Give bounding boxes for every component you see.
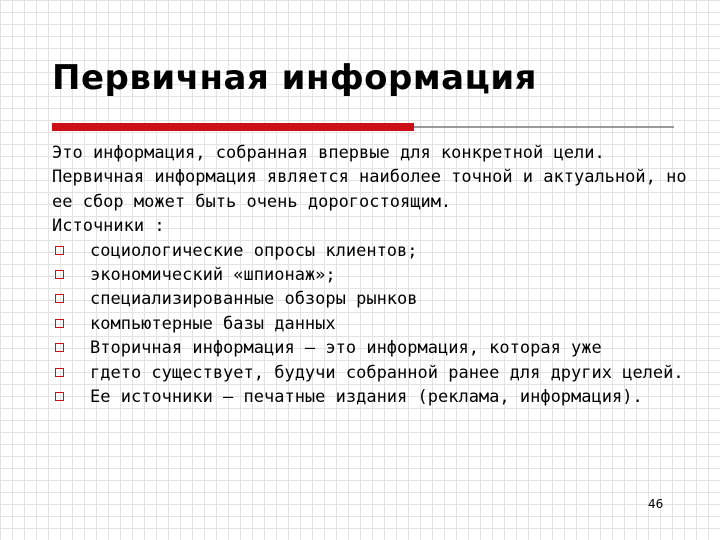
list-item [52, 239, 692, 263]
bullet-list [52, 239, 692, 410]
hollow-square-icon [55, 294, 64, 303]
list-item-text: социологические опросы клиентов; [90, 240, 418, 261]
list-item [52, 287, 692, 311]
hollow-square-icon [55, 392, 64, 401]
list-item-text: компьютерные базы данных [90, 313, 336, 334]
title-accent-bar [52, 123, 414, 131]
list-item-text: Ее источники – печатные издания (реклама, информация). [90, 387, 643, 408]
list-item-text: экономический «шпионаж»; [90, 265, 336, 286]
page-number: 46 [648, 497, 664, 511]
hollow-square-icon [55, 343, 64, 352]
slide-title: Первичная информация [52, 58, 537, 98]
slide-body [52, 141, 692, 409]
title-divider-line [414, 126, 674, 128]
list-item [52, 361, 692, 385]
list-item [52, 336, 692, 360]
list-item [52, 312, 692, 336]
intro-paragraph: Это информация, собранная впервые для конкретной цели. Первичная информация является наиболее точной и актуальной, но ее сбор может быть очень дорогостоящим. [52, 143, 687, 212]
hollow-square-icon [55, 368, 64, 377]
hollow-square-icon [55, 246, 64, 255]
hollow-square-icon [55, 270, 64, 279]
list-item-text: гдето существует, будучи собранной ранее для других целей. [90, 362, 684, 383]
list-item-text: Вторичная информация – это информация, которая уже [90, 338, 602, 359]
sources-heading: Источники : [52, 216, 165, 237]
hollow-square-icon [55, 319, 64, 328]
list-item [52, 385, 692, 409]
list-item [52, 263, 692, 287]
list-item-text: специализированные обзоры рынков [90, 289, 418, 310]
